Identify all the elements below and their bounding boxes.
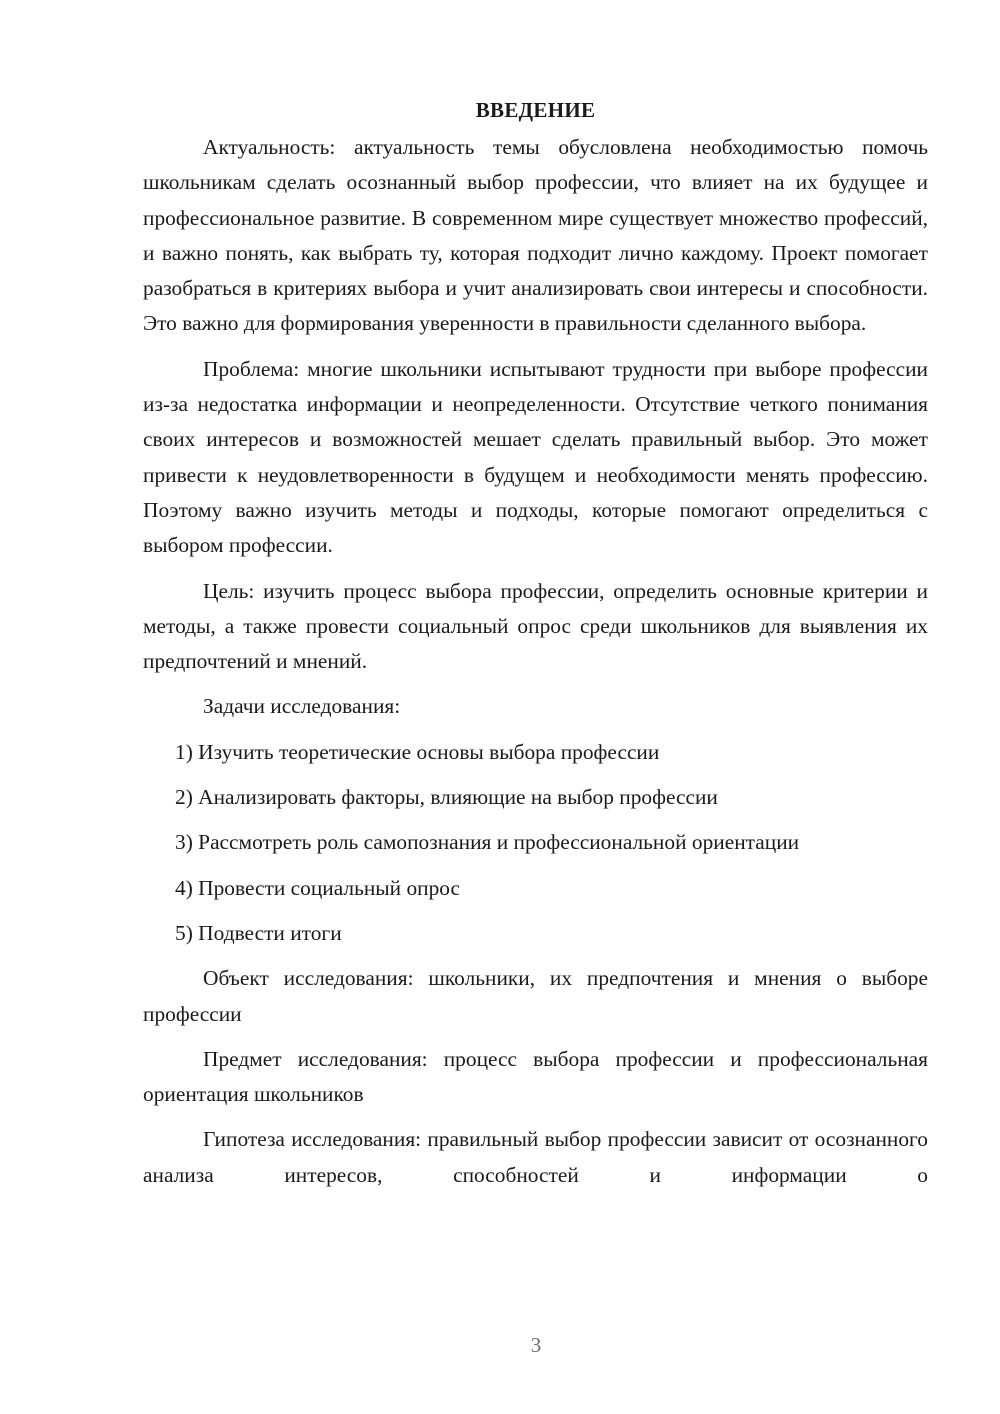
tasks-title: Задачи исследования: (203, 694, 401, 719)
task-item: 4) Провести социальный опрос (175, 875, 461, 900)
page-number: 3 (530, 1333, 542, 1357)
task-list (143, 735, 928, 951)
document-page (143, 92, 928, 1203)
paragraph-relevance: Актуальность: актуальность темы обусловлена необходимостью помочь школьникам сделать осознанный выбор профессии, что влияет на их будущее и профессиональное развитие. В современном мире существует множество профессий, и важно понять, как выбрать ту, которая подходит лично каждому. Проект помогает разобраться в критериях выбора и учит анализировать свои интересы и способности. Это важно для формирования уверенности в правильности сделанного выбора. (143, 135, 928, 336)
task-item: 5) Подвести итоги (175, 920, 342, 945)
paragraph-subject: Предмет исследования: процесс выбора профессии и профессиональная ориентация школьников (143, 1046, 928, 1107)
task-item: 3) Рассмотреть роль самопознания и профессиональной ориентации (175, 830, 800, 855)
paragraph-problem: Проблема: многие школьники испытывают трудности при выборе профессии из-за недостатка информации и неопределенности. Отсутствие четкого понимания своих интересов и возможностей мешает сделать правильный выбор. Это может привести к неудовлетворенности в будущем и необходимости менять профессию. Поэтому важно изучить методы и подходы, которые помогают определиться с выбором профессии. (143, 356, 928, 558)
paragraph-hypothesis: Гипотеза исследования: правильный выбор профессии зависит от осознанного анализа интересов, способностей и информации о (143, 1127, 928, 1187)
task-item: 2) Анализировать факторы, влияющие на выбор профессии (175, 785, 718, 810)
paragraph-goal: Цель: изучить процесс выбора профессии, определить основные критерии и методы, а также провести социальный опрос среди школьников для выявления их предпочтений и мнений. (143, 578, 928, 674)
page-heading: ВВЕДЕНИЕ (475, 98, 596, 122)
paragraph-object: Объект исследования: школьники, их предпочтения и мнения о выборе профессии (143, 966, 928, 1026)
task-item: 1) Изучить теоретические основы выбора профессии (175, 739, 660, 764)
